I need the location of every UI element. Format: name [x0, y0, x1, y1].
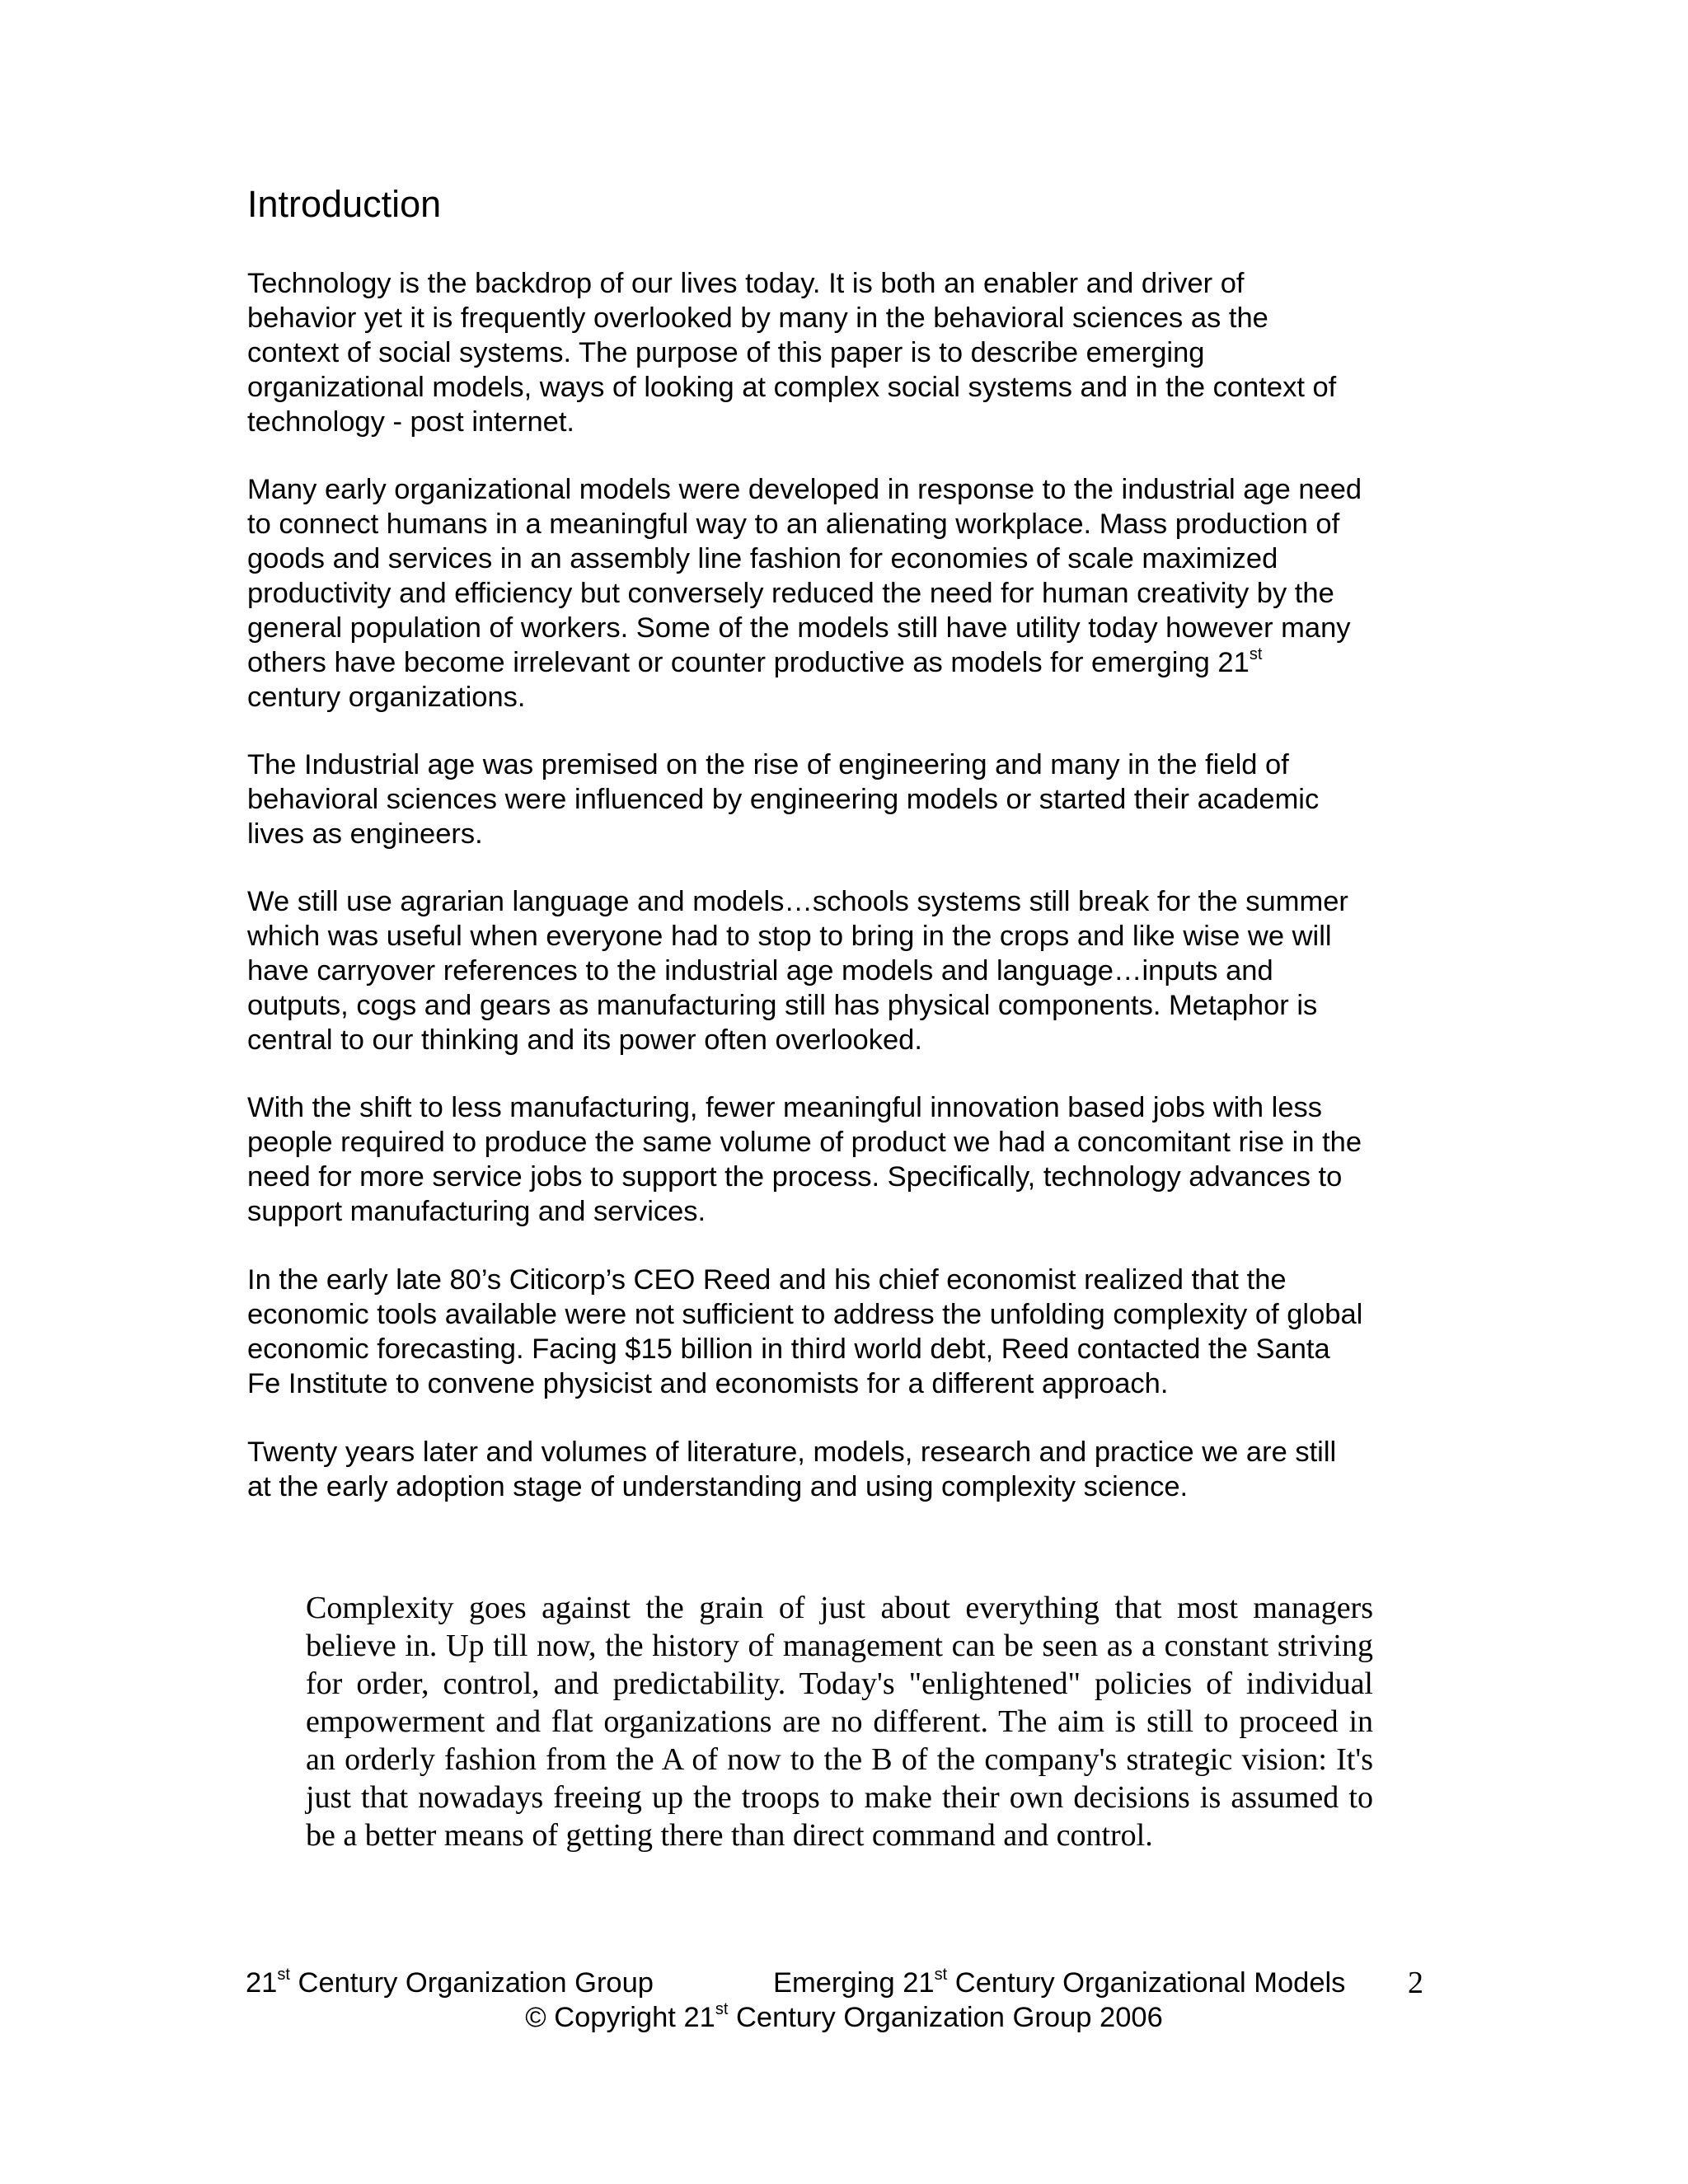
paragraph-4: We still use agrarian language and models…schools systems still break for the summer which was useful when everyone had to stop to bring in the crops and like wise we will have carryover references to the industrial age models and language…inputs and outputs, cogs and gears as manufacturing still has physical components. Metaphor is central to our thinking and its power often overlooked. — [247, 886, 1348, 1056]
footer-center-superscript: st — [934, 1965, 948, 1984]
paragraph-1: Technology is the backdrop of our lives today. It is both an enabler and driver of behavior yet it is frequently overlooked by many in the behavioral sciences as the context of social systems. The purpose of this paper is to describe emerging organizational models, ways of looking at complex social systems and in the context of technology - post internet. — [247, 268, 1337, 438]
copyright-suffix: Century Organization Group 2006 — [728, 2002, 1163, 2033]
paragraph-2-superscript: st — [1249, 644, 1263, 663]
section-heading: Introduction — [247, 183, 442, 225]
paragraph-2-text: Many early organizational models were developed in response to the industrial age need to connect humans in a meaningful way to an alienating workplace. Mass production of goods and services in an assembly line fashion for economies of scale maximized productivity and efficiency but conversely reduced the need for human creativity by the general population of workers. Some of the models still have utility today however many others have become irrelevant or counter productive as models for emerging 21 — [247, 474, 1362, 678]
paragraph-2-end: century organizations. — [247, 682, 526, 713]
block-quote: Complexity goes against the grain of just about everything that most managers believe in. Up till now, the history of management can be seen as a constant striving for order, control, and predictability. Today's "enlightened" policies of individual empowerment and flat organizations are no different. The aim is still to proceed in an orderly fashion from the A of now to the B of the company's strategic vision: It's just that nowadays freeing up the troops to make their own decisions is assumed to be a better means of getting there than direct command and control. — [306, 1591, 1373, 1853]
page-number: 2 — [1408, 1966, 1423, 2000]
footer-copyright — [0, 2000, 1688, 2035]
footer-center-prefix: Emerging 21 — [773, 1967, 935, 1999]
paragraph-7: Twenty years later and volumes of literature, models, research and practice we are still at the early adoption stage of understanding and using complexity science. — [247, 1436, 1337, 1502]
paragraph-6: In the early late 80’s Citicorp’s CEO Reed and his chief economist realized that the economic tools available were not sufficient to address the unfolding complexity of global economic forecasting. Facing $15 billion in third world debt, Reed contacted the Santa Fe Institute to convene physicist and economists for a different approach. — [247, 1264, 1363, 1399]
paragraph-5: With the shift to less manufacturing, fewer meaningful innovation based jobs with less people required to produce the same volume of product we had a concomitant rise in the need for more service jobs to support the process. Specifically, technology advances to support manufacturing and services. — [247, 1092, 1362, 1227]
paragraph-3: The Industrial age was premised on the rise of engineering and many in the field of behavioral sciences were influenced by engineering models or started their academic lives as engineers. — [247, 749, 1320, 850]
copyright-superscript: st — [715, 1999, 729, 2018]
paragraph-2 — [247, 472, 1442, 715]
footer-center-suffix: Century Organizational Models — [947, 1967, 1346, 1999]
footer-organization — [246, 1966, 654, 2000]
footer-left-prefix: 21 — [246, 1967, 278, 1999]
footer-document-title — [773, 1966, 1345, 2000]
footer-left-suffix: Century Organization Group — [289, 1967, 654, 1999]
footer-left-superscript: st — [277, 1965, 290, 1984]
copyright-prefix: © Copyright 21 — [525, 2002, 715, 2033]
